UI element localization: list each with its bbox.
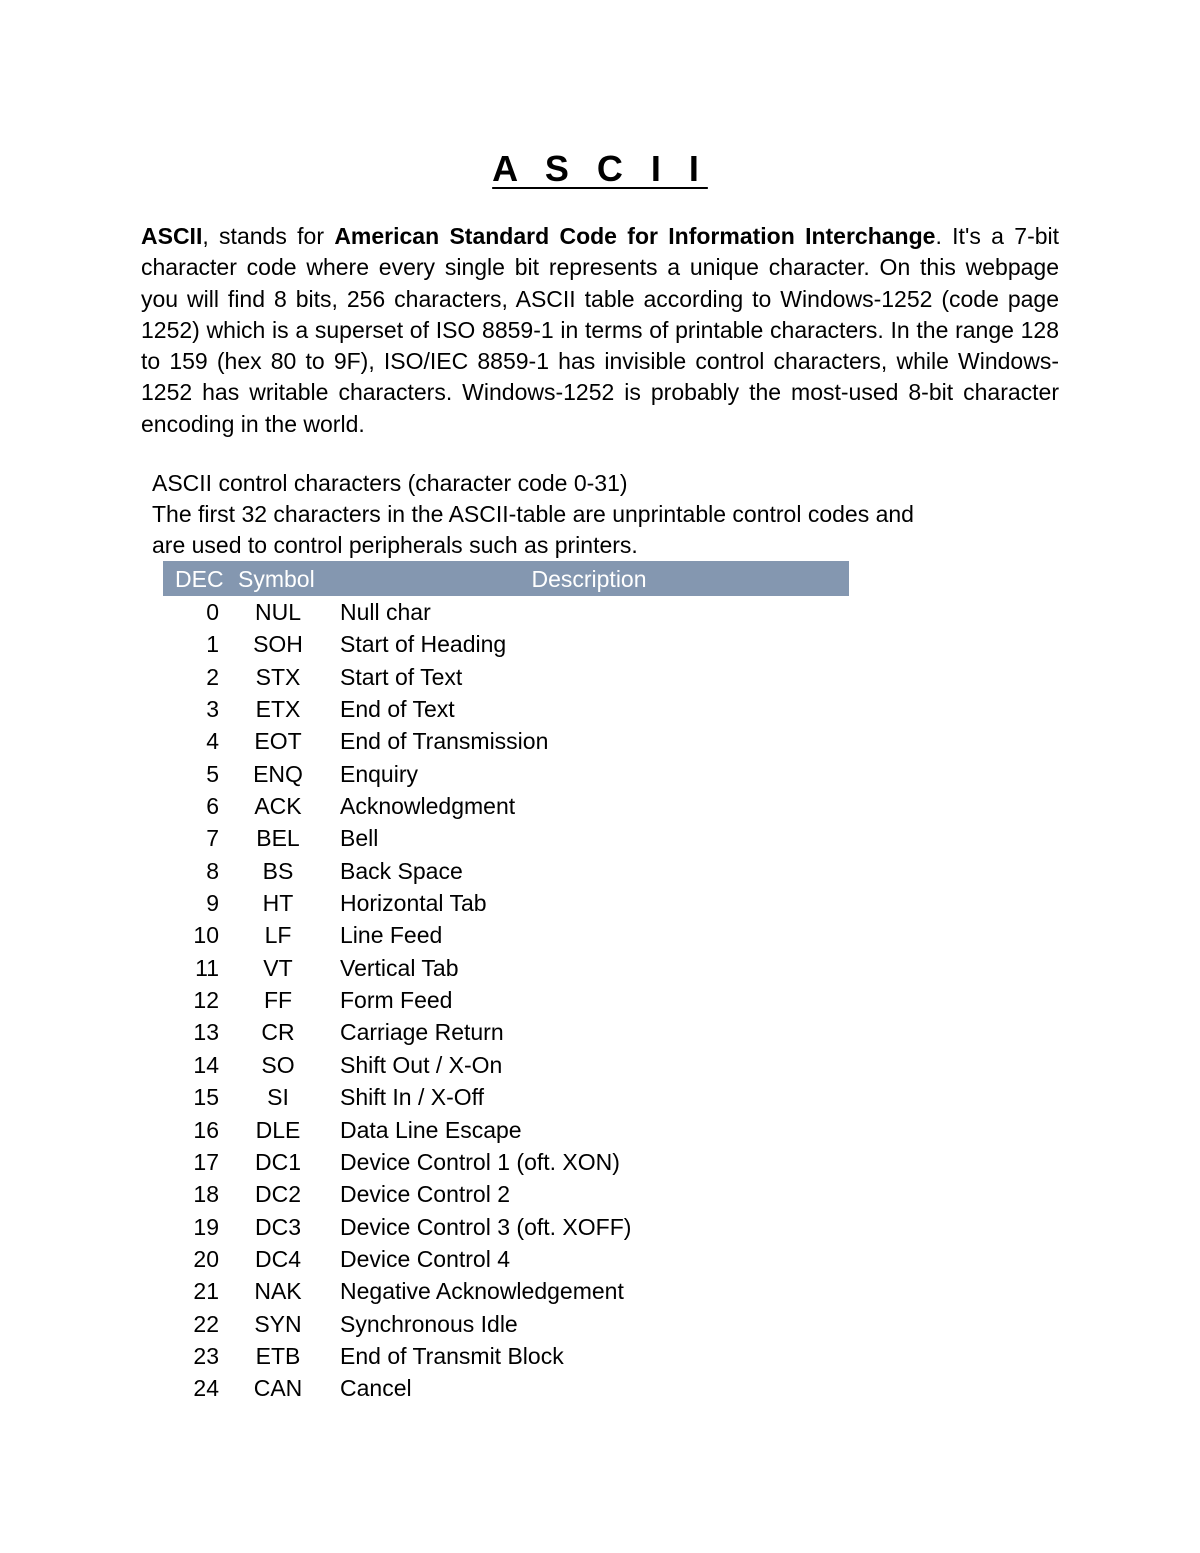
table-row (163, 1049, 849, 1081)
cell-dec: 11 (195, 954, 219, 981)
ascii-control-table (163, 561, 849, 1405)
cell-symbol: ETB (255, 1342, 301, 1369)
cell-symbol: CR (261, 1019, 295, 1046)
cell-symbol: DC2 (254, 1181, 301, 1208)
cell-symbol: SYN (254, 1310, 302, 1337)
cell-symbol: ACK (254, 793, 302, 820)
cell-description: Horizontal Tab (340, 890, 487, 917)
table-row (163, 596, 849, 628)
cell-description: Device Control 4 (340, 1245, 511, 1272)
cell-dec: 2 (206, 663, 219, 690)
table-row (163, 1211, 849, 1243)
table-row (163, 855, 849, 887)
cell-dec: 21 (193, 1278, 219, 1305)
table-row (163, 1081, 849, 1113)
page-title: A S C I I (492, 148, 708, 189)
cell-description: Shift Out / X-On (340, 1051, 503, 1078)
cell-description: End of Text (340, 696, 455, 723)
table-header (163, 561, 849, 596)
intro-term: ASCII (141, 223, 203, 249)
cell-description: Data Line Escape (340, 1116, 522, 1143)
cell-description: Start of Text (340, 663, 463, 690)
cell-dec: 0 (206, 599, 219, 625)
cell-symbol: NUL (254, 599, 301, 625)
cell-description: Synchronous Idle (340, 1310, 518, 1337)
cell-dec: 4 (206, 728, 219, 755)
cell-description: Negative Acknowledgement (340, 1278, 624, 1305)
cell-dec: 22 (193, 1310, 219, 1337)
cell-symbol: SI (267, 1084, 289, 1111)
cell-symbol: FF (263, 987, 293, 1014)
section-description: The first 32 characters in the ASCII-table are unprintable control codes and are used to control peripherals such as printers. (152, 501, 914, 559)
cell-dec: 20 (193, 1245, 219, 1272)
cell-description: Start of Heading (340, 631, 507, 658)
cell-description: Vertical Tab (340, 954, 459, 981)
table-row (163, 919, 849, 951)
cell-symbol: SOH (253, 631, 303, 658)
cell-symbol: LF (264, 922, 292, 949)
cell-dec: 3 (206, 696, 219, 723)
intro-text-2: . It's a 7-bit character code where every single bit represents a unique character. On this webpage you will find 8 bits, 256 characters, ASCII table according to Windows-1252 (code page 1252) which is a superset of ISO 8859-1 in terms of printable characters. In the range 128 to 159 (hex 80 to 9F), ISO/IEC 8859-1 has invisible control characters, while Windows-1252 has writable characters. Windows-1252 is probably the most-used 8-bit character encoding in the world. (141, 223, 1060, 437)
cell-dec: 12 (193, 987, 219, 1014)
cell-description: Cancel (340, 1375, 412, 1402)
cell-dec: 5 (206, 760, 219, 787)
cell-symbol: DC1 (254, 1148, 301, 1175)
cell-dec: 18 (193, 1181, 219, 1208)
cell-description: Bell (340, 825, 379, 852)
cell-dec: 17 (193, 1148, 219, 1175)
cell-description: Line Feed (340, 922, 443, 949)
cell-description: End of Transmit Block (340, 1342, 564, 1369)
cell-symbol: DC3 (254, 1213, 301, 1240)
table-row (163, 1114, 849, 1146)
cell-description: Form Feed (340, 987, 453, 1014)
cell-dec: 9 (206, 890, 219, 917)
cell-dec: 7 (206, 825, 219, 852)
table-row (163, 1146, 849, 1178)
cell-dec: 13 (193, 1019, 219, 1046)
table-row (163, 693, 849, 725)
cell-dec: 8 (206, 857, 219, 884)
table-row (163, 1016, 849, 1048)
cell-description: Shift In / X-Off (340, 1084, 485, 1111)
table-row (163, 1340, 849, 1372)
cell-symbol: SO (261, 1051, 295, 1078)
table-row (163, 628, 849, 660)
header-dec: DEC (175, 566, 224, 592)
section-heading: ASCII control characters (character code 0-31) (152, 470, 628, 496)
cell-dec: 6 (206, 793, 219, 820)
cell-symbol: NAK (254, 1278, 302, 1305)
table-row (163, 790, 849, 822)
cell-description: Carriage Return (340, 1019, 504, 1046)
table-row (163, 1243, 849, 1275)
cell-symbol: CAN (253, 1375, 303, 1402)
header-description: Description (531, 566, 647, 592)
cell-symbol: DC4 (254, 1245, 301, 1272)
cell-symbol: EOT (254, 728, 302, 755)
cell-dec: 23 (193, 1342, 219, 1369)
cell-symbol: BEL (256, 825, 300, 852)
cell-dec: 14 (193, 1051, 219, 1078)
intro-paragraph (141, 221, 1059, 440)
cell-description: Back Space (340, 857, 463, 884)
table-row (163, 1275, 849, 1307)
cell-dec: 10 (193, 922, 219, 949)
table-row (163, 952, 849, 984)
cell-dec: 16 (193, 1116, 219, 1143)
cell-description: End of Transmission (340, 728, 549, 755)
cell-description: Acknowledgment (340, 793, 516, 820)
cell-description: Enquiry (340, 760, 418, 787)
intro-expansion: American Standard Code for Information Interchange (334, 223, 936, 249)
table-row (163, 1372, 849, 1404)
table-row (163, 984, 849, 1016)
cell-dec: 1 (206, 631, 219, 658)
table-body (163, 596, 849, 1405)
cell-description: Device Control 2 (340, 1181, 511, 1208)
intro-text-1: , stands for (202, 223, 335, 249)
cell-dec: 15 (193, 1084, 219, 1111)
cell-symbol: BS (262, 857, 294, 884)
cell-description: Device Control 3 (oft. XOFF) (340, 1213, 632, 1240)
table-row (163, 822, 849, 854)
table-row (163, 1178, 849, 1210)
cell-symbol: DLE (255, 1116, 301, 1143)
cell-symbol: HT (262, 890, 294, 917)
cell-description: Null char (340, 599, 431, 625)
cell-dec: 19 (193, 1213, 219, 1240)
table-row (163, 661, 849, 693)
table-row (163, 887, 849, 919)
table-row (163, 725, 849, 757)
table-row (163, 1308, 849, 1340)
cell-symbol: ENQ (253, 760, 303, 787)
header-symbol: Symbol (238, 566, 315, 592)
cell-symbol: STX (255, 663, 301, 690)
cell-symbol: ETX (255, 696, 301, 723)
cell-description: Device Control 1 (oft. XON) (340, 1148, 620, 1175)
table-row (163, 758, 849, 790)
cell-dec: 24 (193, 1375, 219, 1402)
cell-symbol: VT (263, 954, 293, 981)
